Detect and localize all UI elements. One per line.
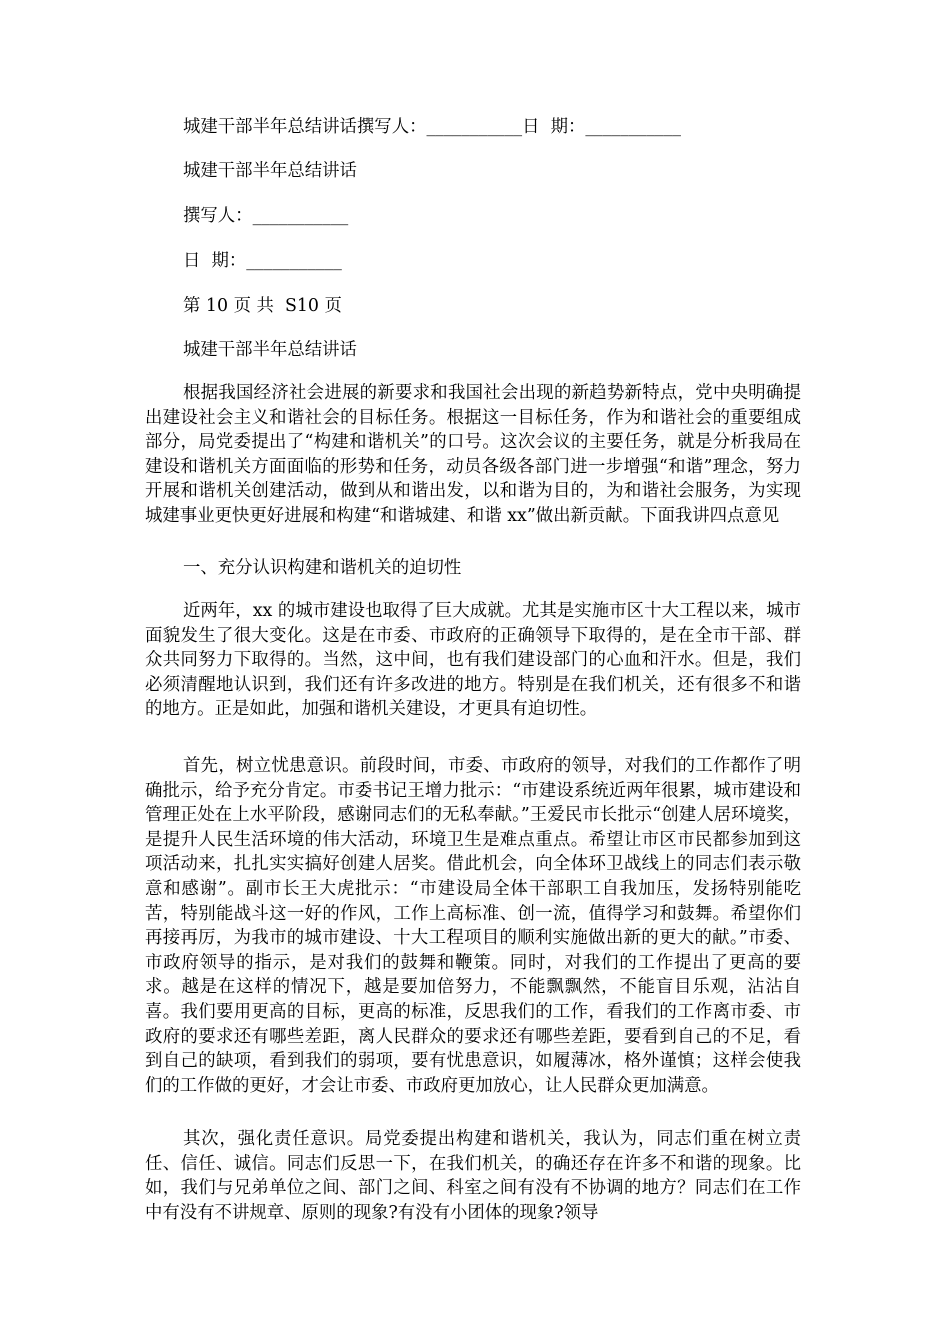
- body-paragraph-3: 其次，强化责任意识。局党委提出构建和谐机关，我认为，同志们重在树立责任、信任、诚信。同志们反思一下，在我们机关，的确还存在许多不和谐的现象。比如，我们与兄弟单位之间、部门之间、科室之间有没有不协调的地方？同志们在工作中有没有不讲规章、原则的现象?有没有小团体的现象?领导: [145, 1129, 801, 1223]
- body-paragraph-2: 首先，树立忧患意识。前段时间，市委、市政府的领导，对我们的工作都作了明确批示，给予充分肯定。市委书记王增力批示：“市建设系统近两年很累，城市建设和管理正处在上水平阶段，感谢同志们的无私奉献。”王爱民市长批示“创建人居环境奖，是提升人民生活环境的伟大活动，环境卫生是难点重点。希望让市区市民都参加到这项活动来，扎扎实实搞好创建人居奖。借此机会，向全体环卫战线上的同志们表示敬意和感谢”。副市长王大虎批示：“市建设局全体干部职工自我加压，发扬特别能吃苦，特别能战斗这一好的作风，工作上高标准、创一流，值得学习和鼓舞。希望你们再接再厉，为我市的城市建设、十大工程项目的顺利实施做出新的更大的献。”市委、市政府领导的指示，是对我们的鼓舞和鞭策。同时，对我们的工作提出了更高的要求。越是在这样的情况下，越是要加倍努力，不能飘飘然，不能盲目乐观，沾沾自喜。我们要用更高的目标，更高的标准，反思我们的工作，看我们的工作离市委、市政府的要求还有哪些差距，离人民群众的要求还有哪些差距，要看到自己的不足，看到自己的缺项，看到我们的弱项，要有忧患意识，如履薄冰，格外谨慎；这样会使我们的工作做的更好，才会让市委、市政府更加放心，让人民群众更加满意。: [145, 756, 801, 1096]
- document-title-repeat: 城建干部半年总结讲话: [183, 340, 357, 360]
- page-info: 第 10 页 共 S10 页: [183, 296, 342, 316]
- document-title: 城建干部半年总结讲话: [183, 161, 357, 181]
- date-line: 日 期：___________: [183, 251, 342, 271]
- intro-paragraph: 根据我国经济社会进展的新要求和我国社会出现的新趋势新特点，党中央明确提出建设社会主义和谐社会的目标任务。根据这一目标任务，作为和谐社会的重要组成部分，局党委提出了“构建和谐机关”的口号。这次会议的主要任务，就是分析我局在建设和谐机关方面面临的形势和任务，动员各级各部门进一步增强“和谐”理念，努力开展和谐机关创建活动，做到从和谐出发，以和谐为目的，为和谐社会服务，为实现城建事业更快更好进展和构建“和谐城建、和谐 xx”做出新贡献。下面我讲四点意见: [145, 383, 801, 526]
- section-heading: 一、充分认识构建和谐机关的迫切性: [183, 558, 462, 578]
- body-paragraph-1: 近两年，xx 的城市建设也取得了巨大成就。尤其是实施市区十大工程以来，城市面貌发生了很大变化。这是在市委、市政府的正确领导下取得的，是在全市干部、群众共同努力下取得的。当然，这中间，也有我们建设部门的心血和汗水。但是，我们必须清醒地认识到，我们还有许多改进的地方。特别是在我们机关，还有很多不和谐的地方。正是如此，加强和谐机关建设，才更具有迫切性。: [145, 601, 801, 720]
- author-line: 撰写人：___________: [183, 206, 349, 226]
- title-author-date-line: 城建干部半年总结讲话撰写人：___________日 期：___________: [183, 117, 681, 137]
